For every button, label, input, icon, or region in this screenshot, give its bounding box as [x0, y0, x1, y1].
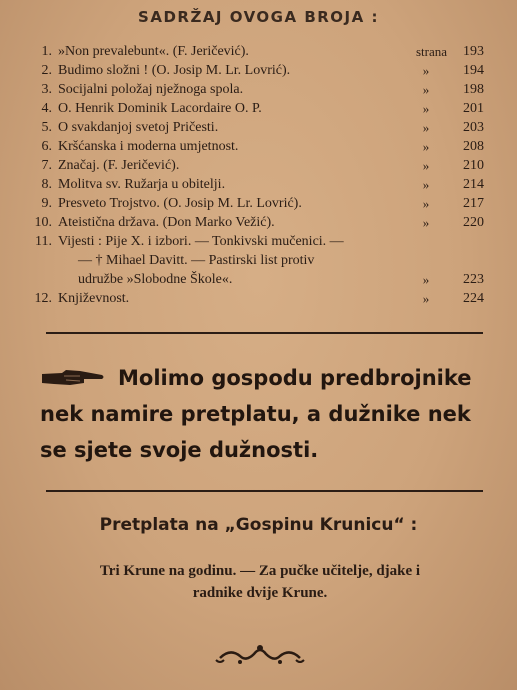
toc-title: »Non prevalebunt«. (F. Jeričević).	[58, 44, 249, 59]
toc-page-marker: »	[422, 139, 430, 154]
toc-row	[20, 289, 490, 308]
toc-page-marker: »	[422, 82, 430, 97]
toc-title: Budimo složni ! (O. Josip M. Lr. Lovrić).	[58, 63, 291, 78]
toc-number: 8.	[41, 177, 52, 192]
toc-page-number: 208	[463, 139, 484, 154]
subscription-text	[40, 560, 480, 604]
toc-page-marker: »	[422, 101, 430, 116]
toc-page-marker: strana	[416, 44, 448, 59]
toc-page-number: 220	[463, 215, 484, 230]
pointing-hand-icon	[40, 369, 106, 387]
toc-title: Kršćanska i moderna umjetnost.	[58, 139, 239, 154]
notice-line-2: nek namire pretplatu, a dužnike nek	[40, 402, 471, 426]
subscription-title: Pretplata na „Gospinu Krunicu“ :	[99, 515, 418, 535]
toc-page-number: 194	[463, 63, 484, 78]
toc-title: O svakdanjoj svetoj Pričesti.	[58, 120, 219, 135]
notice-line-3: se sjete svoje dužnosti.	[40, 438, 319, 462]
toc-row	[20, 251, 490, 270]
toc-page-marker: »	[422, 215, 430, 230]
floral-ornament-icon	[210, 642, 310, 668]
toc-page-marker: »	[422, 272, 430, 287]
toc-row	[20, 61, 490, 80]
toc-page-number: 210	[463, 158, 484, 173]
toc-row	[20, 99, 490, 118]
toc-page-number: 201	[463, 101, 484, 116]
toc-row	[20, 213, 490, 232]
toc-number: 9.	[41, 196, 52, 211]
toc-title: Molitva sv. Ružarja u obitelji.	[58, 177, 226, 192]
toc-number: 5.	[41, 120, 52, 135]
toc-title: Književnost.	[58, 291, 130, 306]
toc-page-marker: »	[422, 120, 430, 135]
toc-page-number: 203	[463, 120, 484, 135]
toc-title: O. Henrik Dominik Lacordaire O. P.	[58, 101, 262, 116]
toc-number: 6.	[41, 139, 52, 154]
toc-row	[20, 156, 490, 175]
toc-number: 2.	[41, 63, 52, 78]
toc-title: udružbe »Slobodne Škole«.	[78, 272, 233, 287]
notice-text-1: Molimo gospodu predbrojnike	[118, 366, 472, 390]
toc-title: — † Mihael Davitt. — Pastirski list protiv	[78, 253, 315, 268]
notice-block	[40, 360, 490, 468]
toc-title: Ateistična država. (Don Marko Vežić).	[58, 215, 275, 230]
toc-page-number: 223	[463, 272, 484, 287]
toc-page-number: 224	[463, 291, 484, 306]
toc-title: Presveto Trojstvo. (O. Josip M. Lr. Lovrić).	[58, 196, 302, 211]
toc-page-number: 217	[463, 196, 484, 211]
toc-row	[20, 137, 490, 156]
toc-number: 4.	[41, 101, 52, 116]
toc-page-marker: »	[422, 158, 430, 173]
toc-number: 3.	[41, 82, 52, 97]
toc-page-number: 198	[463, 82, 484, 97]
toc-number: 12.	[34, 291, 52, 306]
page-title: SADRŽAJ OVOGA BROJA :	[138, 8, 379, 26]
subscription-line-1: Tri Krune na godinu. — Za pučke učitelje, djake i	[99, 563, 421, 579]
table-of-contents	[20, 42, 490, 308]
divider-bottom	[46, 490, 483, 492]
notice-line-1	[40, 360, 490, 396]
toc-number: 11.	[35, 234, 52, 249]
toc-title: Značaj. (F. Jeričević).	[58, 158, 180, 173]
toc-page-number: 193	[463, 44, 484, 59]
toc-page-marker: »	[422, 196, 430, 211]
toc-row	[20, 118, 490, 137]
divider-top	[46, 332, 483, 334]
toc-number: 10.	[34, 215, 52, 230]
toc-title: Vijesti : Pije X. i izbori. — Tonkivski mučenici. —	[58, 234, 344, 249]
toc-page-number: 214	[463, 177, 484, 192]
toc-page-marker: »	[422, 291, 430, 306]
toc-row	[20, 232, 490, 251]
toc-row	[20, 175, 490, 194]
toc-title: Socijalni položaj nježnoga spola.	[58, 82, 244, 97]
subscription-line-2: radnike dvije Krune.	[192, 585, 328, 601]
toc-row	[20, 194, 490, 213]
toc-number: 7.	[41, 158, 52, 173]
toc-row	[20, 42, 490, 61]
toc-number: 1.	[41, 44, 52, 59]
toc-page-marker: »	[422, 177, 430, 192]
toc-page-marker: »	[422, 63, 430, 78]
toc-row	[20, 80, 490, 99]
toc-row	[20, 270, 490, 289]
